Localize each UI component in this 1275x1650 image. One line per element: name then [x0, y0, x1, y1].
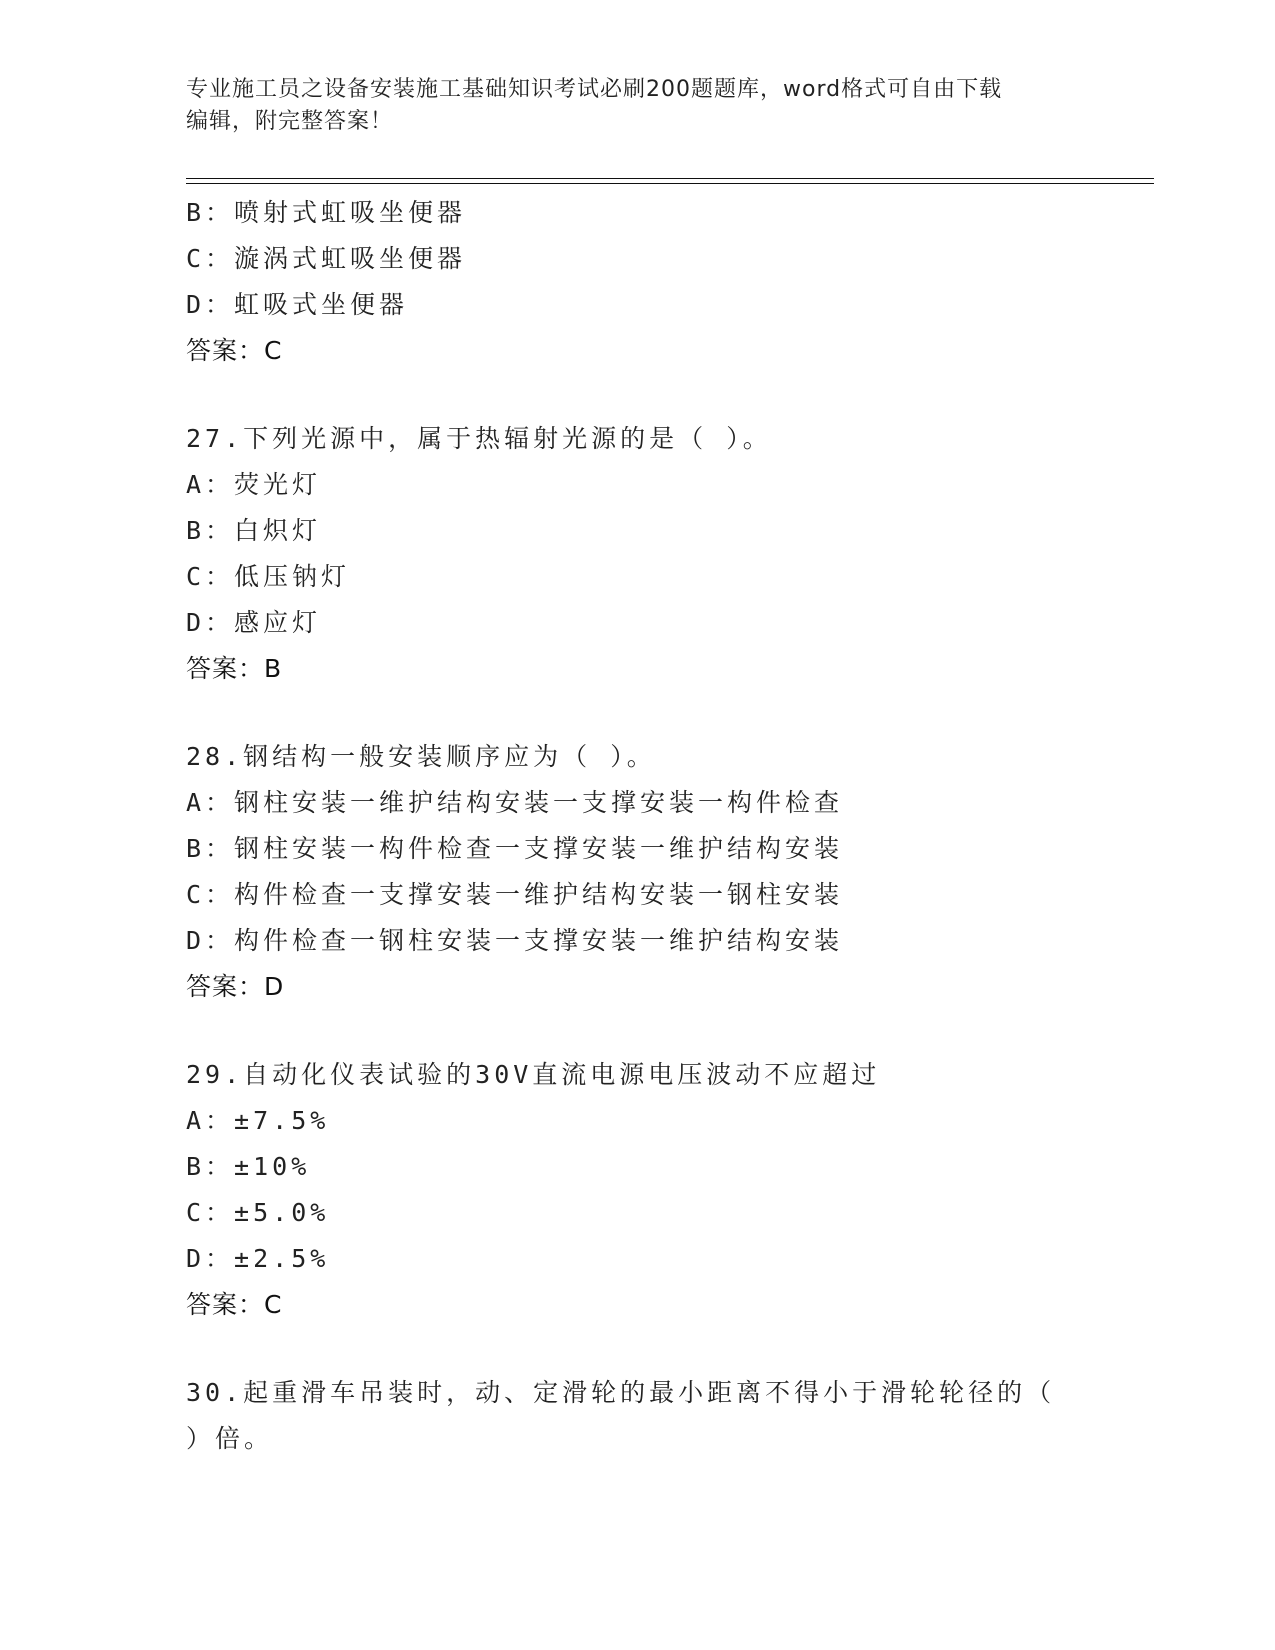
- option-b: B：±10%: [186, 1152, 311, 1181]
- option-a: A：钢柱安装一维护结构安装一支撑安装一构件检查: [186, 788, 844, 817]
- option-b: B：喷射式虹吸坐便器: [186, 198, 467, 227]
- option-d: D：虹吸式坐便器: [186, 290, 409, 319]
- spacer: [186, 1010, 1146, 1052]
- option-a: A：±7.5%: [186, 1106, 330, 1135]
- spacer: [186, 692, 1146, 734]
- question-29: [186, 1052, 1146, 1328]
- document-header: [186, 74, 1086, 138]
- header-rule-top: [186, 178, 1154, 179]
- header-title-line-2: 编辑，附完整答案！: [186, 109, 394, 134]
- option-c: C：漩涡式虹吸坐便器: [186, 244, 467, 273]
- option-c: C：±5.0%: [186, 1198, 330, 1227]
- option-b: B：白炽灯: [186, 516, 322, 545]
- option-c: C：构件检查一支撑安装一维护结构安装一钢柱安装: [186, 880, 844, 909]
- question-stem: 29.自动化仪表试验的30V直流电源电压波动不应超过: [186, 1060, 881, 1089]
- question-28: [186, 734, 1146, 1010]
- answer: 答案：D: [186, 972, 285, 1001]
- question-list: [186, 190, 1146, 1462]
- question-stem-line-2: ）倍。: [186, 1424, 274, 1453]
- option-d: D：感应灯: [186, 608, 322, 637]
- question-stem: 28.钢结构一般安装顺序应为（ ）。: [186, 742, 656, 771]
- option-a: A：荧光灯: [186, 470, 322, 499]
- option-d: D：±2.5%: [186, 1244, 330, 1273]
- option-d: D：构件检查一钢柱安装一支撑安装一维护结构安装: [186, 926, 844, 955]
- header-title-line-1: 专业施工员之设备安装施工基础知识考试必刷200题题库，word格式可自由下载: [186, 77, 1003, 102]
- spacer: [186, 374, 1146, 416]
- question-26: [186, 190, 1146, 374]
- spacer: [186, 1328, 1146, 1370]
- answer: 答案：C: [186, 1290, 283, 1319]
- answer: 答案：B: [186, 654, 283, 683]
- question-30: [186, 1370, 1146, 1462]
- option-b: B：钢柱安装一构件检查一支撑安装一维护结构安装: [186, 834, 844, 863]
- option-c: C：低压钠灯: [186, 562, 351, 591]
- answer: 答案：C: [186, 336, 283, 365]
- header-rule-bottom: [186, 183, 1154, 184]
- question-stem: 27.下列光源中，属于热辐射光源的是（ ）。: [186, 424, 772, 453]
- question-27: [186, 416, 1146, 692]
- question-stem-line-1: 30.起重滑车吊装时，动、定滑轮的最小距离不得小于滑轮轮径的（: [186, 1378, 1056, 1407]
